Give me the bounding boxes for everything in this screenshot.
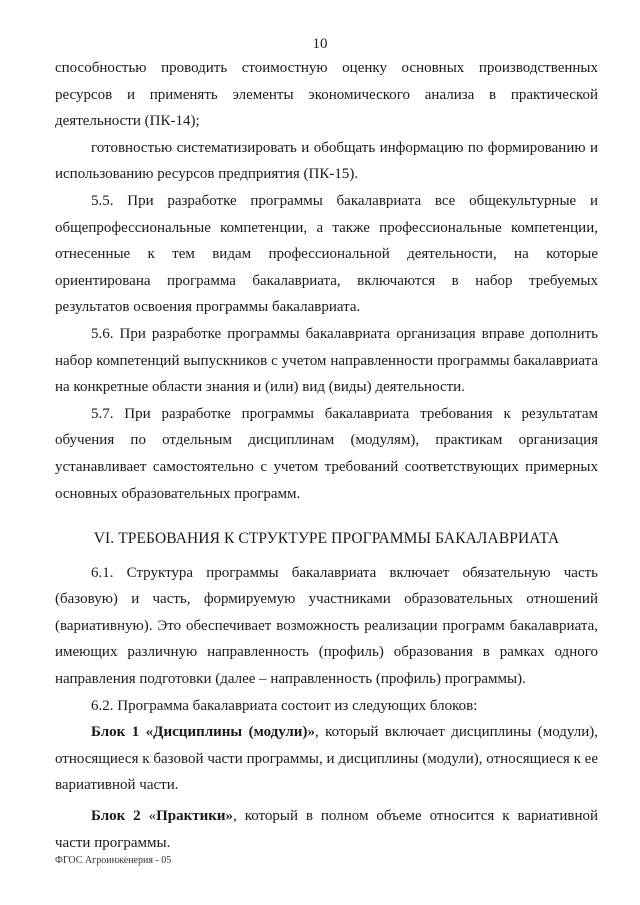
paragraph-6-1: 6.1. Структура программы бакалавриата включает обязательную часть (базовую) и часть, формируемую участниками образовательных отношений (вариативную). Это обеспечивает возможность реализации программ бакалавриата, имеющих различную направленность (профиль) образования в рамках одного направления подготовки (далее – направленность (профиль) программы). <box>55 564 598 688</box>
paragraph-5-6: 5.6. При разработке программы бакалавриата организация вправе дополнить набор компетенций выпускников с учетом направленности программы бакалавриата на конкретные области знания и (или) вид (виды) деятельности. <box>55 325 598 396</box>
block-2-quote: « <box>140 808 157 825</box>
page-number: 10 <box>312 36 328 52</box>
paragraph-block-1 <box>55 719 598 799</box>
paragraph-pk15: готовностью систематизировать и обобщать информацию по формированию и использованию ресурсов предприятия (ПК-15). <box>55 139 598 183</box>
block-2-text: , который в полном объеме относится к вариативной части программы. <box>55 808 598 851</box>
block-2-title-a: Блок 2 <box>91 808 141 825</box>
paragraph-6-2: 6.2. Программа бакалавриата состоит из следующих блоков: <box>91 697 478 714</box>
block-1-title: Блок 1 «Дисциплины (модули)» <box>91 724 315 741</box>
section-heading: VI. ТРЕБОВАНИЯ К СТРУКТУРЕ ПРОГРАММЫ БАКАЛАВРИАТА <box>93 530 560 548</box>
block-2-title-b: Практики» <box>156 808 234 825</box>
document-body <box>55 55 598 856</box>
block-1-text: , который включает дисциплины (модули), относящиеся к базовой части программы, и дисциплины (модули), относящиеся к ее вариативной части. <box>55 724 599 794</box>
paragraph-block-2 <box>55 803 598 856</box>
paragraph-5-7: 5.7. При разработке программы бакалавриата требования к результатам обучения по отдельным дисциплинам (модулям), практикам организация устанавливает самостоятельно с учетом требований соответствующих примерных основных образовательных программ. <box>55 405 598 502</box>
paragraph-5-5: 5.5. При разработке программы бакалавриата все общекультурные и общепрофессиональные компетенции, а также профессиональные компетенции, отнесенные к тем видам профессиональной деятельности, на которые ориентирована программа бакалавриата, включаются в набор требуемых результатов освоения программы бакалавриата. <box>55 192 598 316</box>
paragraph-pk14: способностью проводить стоимостную оценку основных производственных ресурсов и применять элементы экономического анализа в практической деятельности (ПК-14); <box>55 60 598 130</box>
footer-label: ФГОС Агроинженерия - 05 <box>55 855 172 866</box>
